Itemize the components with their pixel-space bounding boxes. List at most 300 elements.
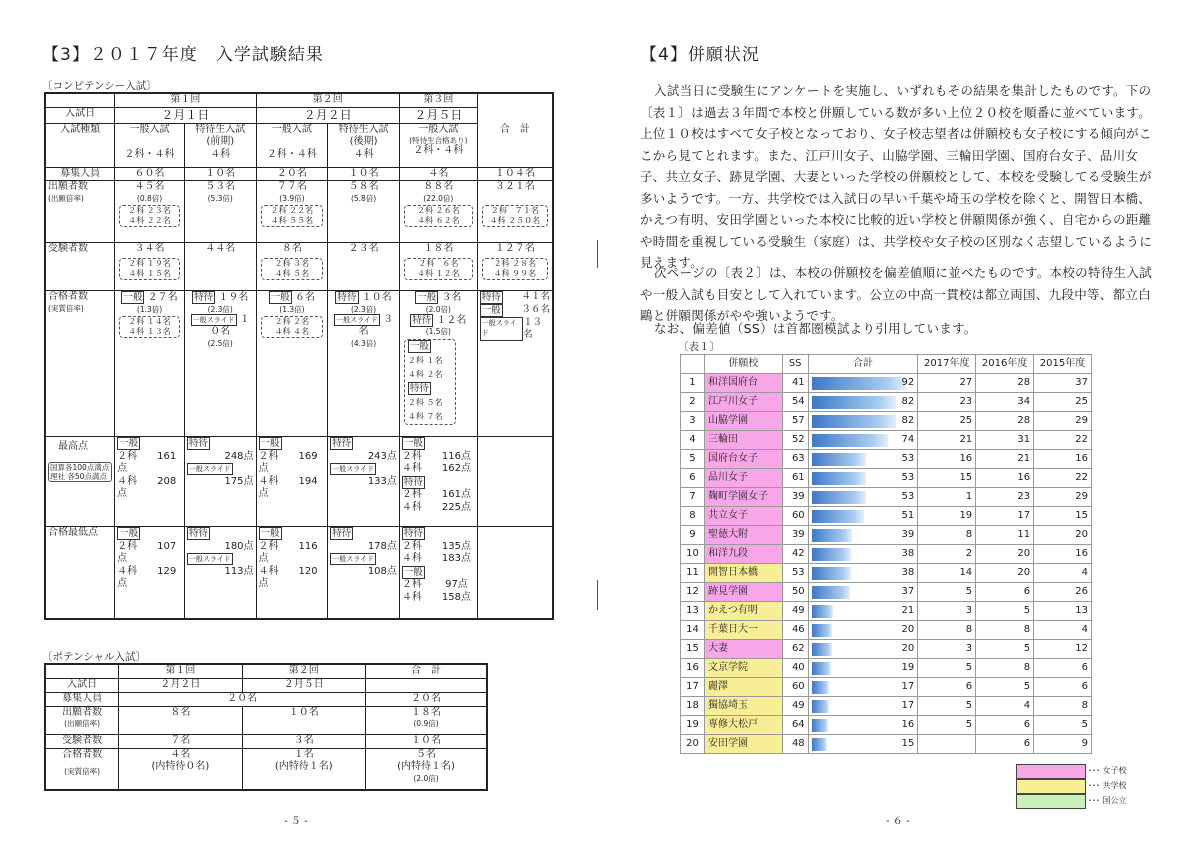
- rank-cell: 19: [681, 716, 705, 735]
- total-bar: [812, 586, 850, 599]
- total-cell: [808, 640, 918, 659]
- ss-cell: 62: [782, 640, 808, 659]
- total-bar: [812, 719, 828, 732]
- min-label: 合格最低点: [45, 527, 115, 619]
- total-value: 82: [901, 396, 915, 407]
- rank-cell: 11: [681, 564, 705, 583]
- potential-round-2-header: 第２回: [242, 664, 365, 678]
- applicants-cell: ５８名 (5.8倍): [328, 181, 400, 243]
- table1-header-row: [681, 355, 1092, 374]
- max-label: 最高点 国算各100点満点 理社 各50点満点: [45, 437, 115, 527]
- y2016-cell: 20: [976, 564, 1034, 583]
- total-cell: [808, 393, 918, 412]
- y2015-cell: 16: [1034, 545, 1092, 564]
- y2016-cell: 28: [976, 374, 1034, 393]
- rank-cell: 20: [681, 735, 705, 754]
- total-cell: [808, 735, 918, 754]
- min-cell: 特待 ２科 135点 ４科 183点 一般 ２科 97点 ４科 158点: [399, 527, 477, 619]
- table-row: [681, 583, 1092, 602]
- round-1-header: 第１回: [115, 93, 256, 107]
- recruit-label: 募集人員: [45, 167, 115, 181]
- table-row: [681, 735, 1092, 754]
- total-bar: [812, 396, 896, 409]
- y2015-cell: 25: [1034, 393, 1092, 412]
- total-value: 92: [901, 377, 915, 388]
- col-2017: 2017年度: [918, 355, 976, 374]
- y2016-cell: 4: [976, 697, 1034, 716]
- total-value: 37: [901, 586, 915, 597]
- rank-cell: 16: [681, 659, 705, 678]
- school-cell: 和洋国府台: [704, 374, 782, 393]
- type-cell: 一般入試 ２科・４科: [256, 123, 328, 167]
- total-bar: [812, 529, 852, 542]
- min-cell: 特待 180点 一般スライド 113点: [184, 527, 256, 619]
- y2017-cell: 14: [918, 564, 976, 583]
- min-cell: 一般 ２科 107点 ４科 129点: [115, 527, 185, 619]
- recruit-value: ２０名: [256, 167, 328, 181]
- total-cell: [808, 602, 918, 621]
- total-bar: [812, 510, 864, 523]
- applicants-cell: ５３名 (5.3倍): [184, 181, 256, 243]
- table1-caption: 〔表１〕: [678, 341, 720, 353]
- y2015-cell: 16: [1034, 450, 1092, 469]
- y2017-cell: 23: [918, 393, 976, 412]
- y2015-cell: 6: [1034, 678, 1092, 697]
- school-cell: 国府台女子: [704, 450, 782, 469]
- ss-cell: 46: [782, 621, 808, 640]
- potential-total-header: 合 計: [366, 664, 487, 678]
- y2016-cell: 8: [976, 659, 1034, 678]
- total-value: 20: [901, 624, 915, 635]
- min-cell: 一般 ２科 116点 ４科 120点: [256, 527, 328, 619]
- total-value: 17: [901, 681, 915, 692]
- potential-passed-label: 合格者数 (実質倍率): [45, 748, 119, 790]
- y2017-cell: 5: [918, 697, 976, 716]
- date-round-3: ２月５日: [399, 107, 477, 123]
- y2017-cell: 3: [918, 640, 976, 659]
- passed-cell: 特待 １９名 (2.3倍) 一般スライド １０名 (2.5倍): [184, 291, 256, 437]
- type-cell: 一般入試 (特待生合格あり) ２科・４科: [399, 123, 477, 167]
- potential-passed-1: ４名 (内特待０名): [119, 748, 242, 790]
- examinees-cell: ３４名 ２科 １９名 ４科 １５名: [115, 243, 185, 291]
- school-cell: 開智日本橋: [704, 564, 782, 583]
- recruit-value: ４名: [399, 167, 477, 181]
- type-cell: 特待生入試 (後期) ４科: [328, 123, 400, 167]
- rank-cell: 4: [681, 431, 705, 450]
- total-cell: [808, 374, 918, 393]
- school-cell: 山脇学園: [704, 412, 782, 431]
- round-3-header: 第３回: [399, 93, 477, 107]
- table-row: [681, 564, 1092, 583]
- total-cell: [808, 412, 918, 431]
- total-bar: [812, 548, 851, 561]
- potential-examinees-row: [45, 734, 487, 748]
- y2015-cell: 6: [1034, 659, 1092, 678]
- examinees-cell: ２３名: [328, 243, 400, 291]
- potential-applicants-label: 出願者数 (出願倍率): [45, 706, 119, 734]
- type-cell: 一般入試 ２科・４科: [115, 123, 185, 167]
- col-2016: 2016年度: [976, 355, 1034, 374]
- ss-note: なお、偏差値（SS）は首都圏模試より引用しています。: [654, 321, 977, 336]
- col-total: 合計: [808, 355, 918, 374]
- ss-cell: 53: [782, 564, 808, 583]
- round-header-row: [45, 93, 553, 107]
- school-cell: 専修大松戸: [704, 716, 782, 735]
- table-row: [681, 469, 1092, 488]
- legend-label-coed: ･･･ 共学校: [1088, 781, 1127, 790]
- examinees-cell: ８名 ２科 ３名 ４科 ５名: [256, 243, 328, 291]
- y2016-cell: 6: [976, 735, 1034, 754]
- y2017-cell: 25: [918, 412, 976, 431]
- y2015-cell: 37: [1034, 374, 1092, 393]
- y2016-cell: 5: [976, 640, 1034, 659]
- max-cell: 一般 ２科 116点 ４科 162点 特待 ２科 161点 ４科 225点: [399, 437, 477, 527]
- total-value: 51: [901, 510, 915, 521]
- school-cell: 文京学院: [704, 659, 782, 678]
- y2017-cell: 21: [918, 431, 976, 450]
- passed-cell: 一般 ３名 (2.0倍) 特待 １２名 (1.5倍) 一般 ２科 １名 ４科 ２名 特待 ２科 ５名 ４科 ７名: [399, 291, 477, 437]
- date-round-1: ２月１日: [115, 107, 256, 123]
- y2016-cell: 34: [976, 393, 1034, 412]
- table-row: [681, 602, 1092, 621]
- legend-swatch-coed: [1016, 779, 1086, 794]
- ss-cell: 60: [782, 678, 808, 697]
- school-cell: 麗澤: [704, 678, 782, 697]
- total-bar: [812, 567, 851, 580]
- y2016-cell: 11: [976, 526, 1034, 545]
- passed-cell: 特待 １０名 (2.3倍) 一般スライド ３名 (4.3倍): [328, 291, 400, 437]
- recruit-value: ６０名: [115, 167, 185, 181]
- rank-cell: 5: [681, 450, 705, 469]
- ss-cell: 64: [782, 716, 808, 735]
- rank-cell: 17: [681, 678, 705, 697]
- legend-label-public: ･･･ 国公立: [1088, 796, 1127, 805]
- total-value: 15: [901, 738, 915, 749]
- rank-cell: 13: [681, 602, 705, 621]
- table-row: [681, 488, 1092, 507]
- max-score-row: [45, 437, 553, 527]
- examinees-cell: ４４名: [184, 243, 256, 291]
- applicants-cell: ７７名 (3.9倍) ２科 ２２名 ４科 ５５名: [256, 181, 328, 243]
- passed-row: [45, 291, 553, 437]
- ss-cell: 63: [782, 450, 808, 469]
- y2015-cell: 4: [1034, 621, 1092, 640]
- table-row: [681, 374, 1092, 393]
- rank-cell: 3: [681, 412, 705, 431]
- page-number-right: - ６ -: [886, 816, 910, 827]
- recruit-total: １０４名: [477, 167, 553, 181]
- total-bar: [812, 681, 829, 694]
- section-title-concurrent: 【4】併願状況: [640, 45, 760, 65]
- y2017-cell: 1: [918, 488, 976, 507]
- total-bar: [812, 377, 906, 390]
- min-cell: 特待 178点 一般スライド 108点: [328, 527, 400, 619]
- y2017-cell: 5: [918, 716, 976, 735]
- potential-passed-row: [45, 748, 487, 790]
- ss-cell: 49: [782, 602, 808, 621]
- total-value: 19: [901, 662, 915, 673]
- potential-recruit-total: ２０名: [366, 692, 487, 706]
- rank-cell: 14: [681, 621, 705, 640]
- recruit-value: １０名: [328, 167, 400, 181]
- total-bar: [812, 453, 866, 466]
- potential-results-table: [44, 663, 488, 791]
- total-cell: [808, 621, 918, 640]
- potential-date-2: ２月５日: [242, 678, 365, 692]
- max-cell: 特待 243点 一般スライド 133点: [328, 437, 400, 527]
- table-row: [681, 659, 1092, 678]
- y2017-cell: 15: [918, 469, 976, 488]
- col-school: 併願校: [704, 355, 782, 374]
- total-bar: [812, 662, 831, 675]
- table-row: [681, 678, 1092, 697]
- total-value: 53: [901, 453, 915, 464]
- y2015-cell: 22: [1034, 431, 1092, 450]
- table-row: [681, 431, 1092, 450]
- examinees-label: 受験者数: [45, 243, 115, 291]
- potential-applicants-2: １０名: [242, 706, 365, 734]
- ss-cell: 52: [782, 431, 808, 450]
- potential-date-label: 入試日: [45, 678, 119, 692]
- y2015-cell: 4: [1034, 564, 1092, 583]
- y2015-cell: 13: [1034, 602, 1092, 621]
- y2017-cell: 16: [918, 450, 976, 469]
- total-bar: [812, 738, 827, 751]
- total-value: 20: [901, 643, 915, 654]
- ss-cell: 42: [782, 545, 808, 564]
- school-cell: 品川女子: [704, 469, 782, 488]
- y2016-cell: 21: [976, 450, 1034, 469]
- total-cell: [808, 545, 918, 564]
- school-cell: 大妻: [704, 640, 782, 659]
- potential-examinees-total: １０名: [366, 734, 487, 748]
- rank-cell: 9: [681, 526, 705, 545]
- total-bar: [812, 434, 888, 447]
- school-cell: 和洋九段: [704, 545, 782, 564]
- total-value: 38: [901, 567, 915, 578]
- type-label: 入試種類: [45, 123, 115, 167]
- total-bar: [812, 472, 866, 485]
- potential-round-1-header: 第１回: [119, 664, 242, 678]
- passed-total-cell: 特待 ４１名 一般 ３６名 一般スライド １３名: [477, 291, 553, 437]
- applicants-row: [45, 181, 553, 243]
- col-2015: 2015年度: [1034, 355, 1092, 374]
- school-cell: 獨協埼玉: [704, 697, 782, 716]
- potential-examinees-2: ３名: [242, 734, 365, 748]
- table-row: [681, 412, 1092, 431]
- total-cell: [808, 469, 918, 488]
- rank-cell: 12: [681, 583, 705, 602]
- competency-caption: 〔コンピテンシー入試〕: [42, 80, 157, 92]
- y2015-cell: 15: [1034, 507, 1092, 526]
- total-cell: [808, 526, 918, 545]
- y2017-cell: 8: [918, 621, 976, 640]
- potential-date-row: [45, 678, 487, 692]
- y2016-cell: 8: [976, 621, 1034, 640]
- potential-recruit-value: ２０名: [119, 692, 366, 706]
- potential-examinees-1: ７名: [119, 734, 242, 748]
- y2017-cell: 6: [918, 678, 976, 697]
- y2016-cell: 5: [976, 678, 1034, 697]
- type-row: [45, 123, 553, 167]
- right-page: [600, 0, 1200, 849]
- rank-cell: 15: [681, 640, 705, 659]
- y2016-cell: 20: [976, 545, 1034, 564]
- legend-label-girls: ･･･ 女子校: [1088, 766, 1127, 775]
- y2015-cell: 29: [1034, 412, 1092, 431]
- potential-caption: 〔ポテンシャル入試〕: [42, 651, 147, 663]
- intro-paragraph: 入試当日に受験生にアンケートを実施し、いずれもその結果を集計したものです。下の〔表１〕は過去３年間で本校と併願している数が多い上位２０校を順番に並べています。上位１０校はすべて女子校となっており、女子校志望者は併願校も女子校にする傾向がここから見てとれます。また、江戸川女子、山脇学園、三輪田学園、国府台女子、品川女子、共立女子、跡見学園、大妻といった学校の併願校として、本校を受験してる受験生が多いようです。一方、共学校では入試日の早い千葉や埼玉の学校を除くと、開智日本橋、かえつ有明、安田学園といった本校に比較的近い学校と併願関係が強く、自宅からの距離や時間を重視している受験生（家庭）は、共学校や女子校の区別なく志望しているように見えます。: [640, 83, 1153, 270]
- table-row: [681, 716, 1092, 735]
- table-row: [681, 450, 1092, 469]
- ss-cell: 50: [782, 583, 808, 602]
- rank-cell: 10: [681, 545, 705, 564]
- school-cell: 三輪田: [704, 431, 782, 450]
- y2015-cell: 20: [1034, 526, 1092, 545]
- rank-cell: 7: [681, 488, 705, 507]
- applicants-label: 出願者数 (出願倍率): [45, 181, 115, 243]
- y2015-cell: 8: [1034, 697, 1092, 716]
- y2017-cell: 19: [918, 507, 976, 526]
- legend-swatch-girls: [1016, 764, 1086, 779]
- date-round-2: ２月２日: [256, 107, 399, 123]
- type-cell: 特待生入試 (前期) ４科: [184, 123, 256, 167]
- applicants-cell: ８８名 (22.0倍) ２科 ２６名 ４科 ６２名: [399, 181, 477, 243]
- table-row: [681, 640, 1092, 659]
- school-cell: かえつ有明: [704, 602, 782, 621]
- total-value: 53: [901, 491, 915, 502]
- potential-passed-2: １名 (内特待１名): [242, 748, 365, 790]
- page-number-left: - ５ -: [284, 816, 308, 827]
- examinees-cell: １８名 ２科 ６名 ４科 １２名: [399, 243, 477, 291]
- max-cell: 一般 ２科 169点 ４科 194点: [256, 437, 328, 527]
- y2016-cell: 28: [976, 412, 1034, 431]
- competency-results-table: [44, 92, 554, 620]
- y2016-cell: 16: [976, 469, 1034, 488]
- round-2-header: 第２回: [256, 93, 399, 107]
- total-cell: [808, 659, 918, 678]
- total-value: 39: [901, 529, 915, 540]
- y2016-cell: 6: [976, 583, 1034, 602]
- ss-cell: 60: [782, 507, 808, 526]
- ss-cell: 39: [782, 526, 808, 545]
- total-value: 74: [901, 434, 915, 445]
- min-score-row: [45, 527, 553, 619]
- col-ss: SS: [782, 355, 808, 374]
- binding-mark: [597, 240, 598, 268]
- y2015-cell: 9: [1034, 735, 1092, 754]
- y2017-cell: 3: [918, 602, 976, 621]
- potential-applicants-1: ８名: [119, 706, 242, 734]
- y2016-cell: 31: [976, 431, 1034, 450]
- potential-passed-total: ５名 (内特待１名) (2.0倍): [366, 748, 487, 790]
- passed-label: 合格者数 (実質倍率): [45, 291, 115, 437]
- passed-cell: 一般 ６名 (1.3倍) ２科 ２名 ４科 ４名: [256, 291, 328, 437]
- y2017-cell: 27: [918, 374, 976, 393]
- total-value: 82: [901, 415, 915, 426]
- total-value: 17: [901, 700, 915, 711]
- applicants-total-cell: ３２１名 ２科 ７１名 ４科 ２５０名: [477, 181, 553, 243]
- potential-examinees-label: 受験者数: [45, 734, 119, 748]
- school-cell: 江戸川女子: [704, 393, 782, 412]
- ss-cell: 39: [782, 488, 808, 507]
- total-cell: [808, 583, 918, 602]
- table-row: [681, 545, 1092, 564]
- total-value: 53: [901, 472, 915, 483]
- table2-paragraph: 次ページの〔表２〕は、本校の併願校を偏差値順に並べたものです。本校の特待生入試や一般入試も目安として入れています。公立の中高一貫校は都立両国、九段中等、都立白鷗と併願関係がやや強いようです。: [640, 265, 1152, 323]
- examinees-total-cell: １２７名 ２科 ２８名 ４科 ９９名: [477, 243, 553, 291]
- total-header: 合 計: [477, 93, 553, 167]
- potential-date-1: ２月２日: [119, 678, 242, 692]
- total-bar: [812, 643, 833, 656]
- school-cell: 跡見学園: [704, 583, 782, 602]
- table-row: [681, 393, 1092, 412]
- table-row: [681, 621, 1092, 640]
- recruit-value: １０名: [184, 167, 256, 181]
- y2015-cell: 5: [1034, 716, 1092, 735]
- potential-applicants-total: １８名 (0.9倍): [366, 706, 487, 734]
- ss-cell: 48: [782, 735, 808, 754]
- y2017-cell: 5: [918, 583, 976, 602]
- total-bar: [812, 624, 833, 637]
- ss-cell: 57: [782, 412, 808, 431]
- potential-recruit-row: [45, 692, 487, 706]
- examinees-row: [45, 243, 553, 291]
- y2016-cell: 6: [976, 716, 1034, 735]
- y2017-cell: 8: [918, 526, 976, 545]
- binding-mark: [597, 580, 598, 610]
- table-row: [681, 507, 1092, 526]
- total-bar: [812, 700, 829, 713]
- date-row: [45, 107, 553, 123]
- rank-cell: 18: [681, 697, 705, 716]
- table-row: [681, 697, 1092, 716]
- date-label: 入試日: [45, 107, 115, 123]
- rank-cell: 8: [681, 507, 705, 526]
- y2015-cell: 22: [1034, 469, 1092, 488]
- y2016-cell: 5: [976, 602, 1034, 621]
- ss-cell: 54: [782, 393, 808, 412]
- total-value: 16: [901, 719, 915, 730]
- total-cell: [808, 678, 918, 697]
- y2017-cell: 5: [918, 659, 976, 678]
- y2016-cell: 23: [976, 488, 1034, 507]
- ss-cell: 41: [782, 374, 808, 393]
- y2015-cell: 12: [1034, 640, 1092, 659]
- rank-cell: 2: [681, 393, 705, 412]
- ss-cell: 61: [782, 469, 808, 488]
- total-cell: [808, 716, 918, 735]
- school-cell: 共立女子: [704, 507, 782, 526]
- school-cell: 麹町学園女子: [704, 488, 782, 507]
- total-cell: [808, 697, 918, 716]
- total-bar: [812, 491, 866, 504]
- total-value: 38: [901, 548, 915, 559]
- ss-cell: 40: [782, 659, 808, 678]
- total-bar: [812, 605, 834, 618]
- total-cell: [808, 431, 918, 450]
- recruit-row: [45, 167, 553, 181]
- school-cell: 安田学園: [704, 735, 782, 754]
- applicants-cell: ４５名 (0.8倍) ２科 ２３名 ４科 ２２名: [115, 181, 185, 243]
- legend-swatch-public: [1016, 794, 1086, 809]
- total-value: 21: [901, 605, 915, 616]
- ss-cell: 49: [782, 697, 808, 716]
- total-cell: [808, 450, 918, 469]
- total-cell: [808, 564, 918, 583]
- rank-cell: 6: [681, 469, 705, 488]
- passed-cell: 一般 ２７名 (1.3倍) ２科 １４名 ４科 １３名: [115, 291, 185, 437]
